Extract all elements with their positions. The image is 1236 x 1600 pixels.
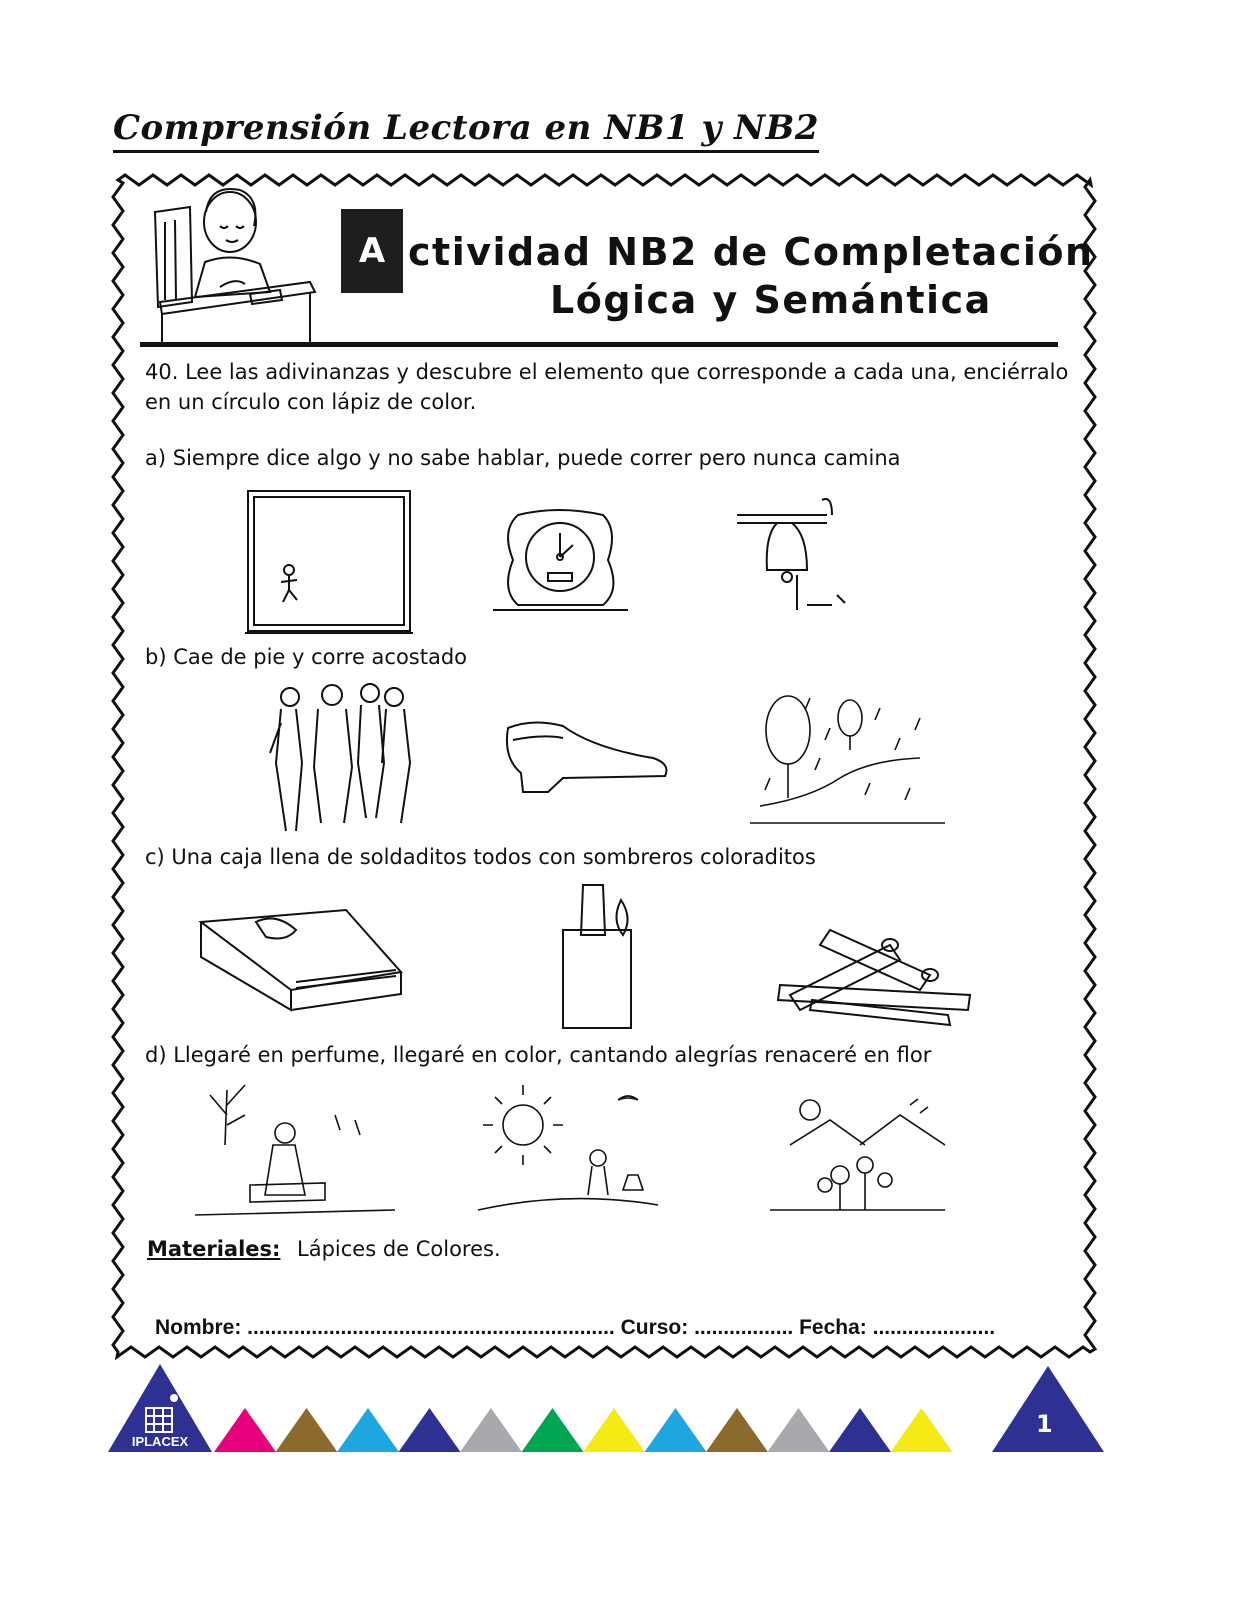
footer-triangle	[337, 1408, 399, 1452]
course-title: Comprensión Lectora en NB1 y NB2	[113, 108, 819, 153]
spring-flowers-illustration[interactable]	[770, 1085, 945, 1215]
lighter-illustration[interactable]	[553, 880, 648, 1030]
rain-landscape-illustration[interactable]	[750, 688, 945, 828]
footer-triangle	[645, 1408, 707, 1452]
header-divider	[140, 342, 1058, 347]
footer-triangle	[829, 1408, 891, 1452]
materials-label: Materiales:	[147, 1237, 281, 1261]
activity-title-line-2: Lógica y Semántica	[550, 278, 992, 322]
riddle-d: d) Llegaré en perfume, llegaré en color, cantando alegrías renaceré en flor	[145, 1043, 932, 1067]
materials-value: Lápices de Colores.	[297, 1237, 501, 1261]
logo-text: IPLACEX	[131, 1434, 189, 1449]
clock-illustration[interactable]	[493, 505, 628, 615]
instruction-line-2: en un círculo con lápiz de color.	[145, 390, 477, 414]
footer-triangle	[399, 1408, 461, 1452]
footer-triangle	[583, 1408, 645, 1452]
title-initial-box: A	[341, 209, 403, 293]
activity-title-line-1: ctividad NB2 de Completación	[408, 230, 1094, 274]
matchbox-illustration[interactable]	[196, 902, 406, 1012]
shoe-illustration[interactable]	[503, 718, 671, 798]
riddle-a: a) Siempre dice algo y no sabe hablar, puede correr pero nunca camina	[145, 446, 901, 470]
summer-beach-illustration[interactable]	[478, 1080, 658, 1215]
footer-triangle	[214, 1408, 276, 1452]
firewood-pile-illustration[interactable]	[770, 915, 975, 1030]
blackboard-illustration[interactable]	[245, 488, 415, 638]
people-group-illustration[interactable]	[266, 683, 414, 833]
footer-triangle	[460, 1408, 522, 1452]
page-number: 1	[1036, 1410, 1053, 1438]
instruction-line-1: 40. Lee las adivinanzas y descubre el elemento que corresponde a cada una, enciérralo	[145, 360, 1069, 384]
bell-illustration[interactable]	[737, 495, 862, 615]
footer-triangle	[891, 1408, 953, 1452]
footer-triangle	[768, 1408, 830, 1452]
riddle-b: b) Cae de pie y corre acostado	[145, 645, 468, 669]
teacher-at-desk-illustration	[150, 182, 320, 342]
logo-dot-icon	[170, 1394, 178, 1402]
student-info-line[interactable]: Nombre: ............................................................... Curso: ................. Fecha: .....................	[155, 1316, 996, 1339]
autumn-scene-illustration[interactable]	[195, 1075, 395, 1225]
footer-triangle	[706, 1408, 768, 1452]
page-number-triangle	[992, 1366, 1104, 1452]
footer-triangle	[276, 1408, 338, 1452]
footer-triangle	[522, 1408, 584, 1452]
riddle-c: c) Una caja llena de soldaditos todos con sombreros coloraditos	[145, 845, 816, 869]
